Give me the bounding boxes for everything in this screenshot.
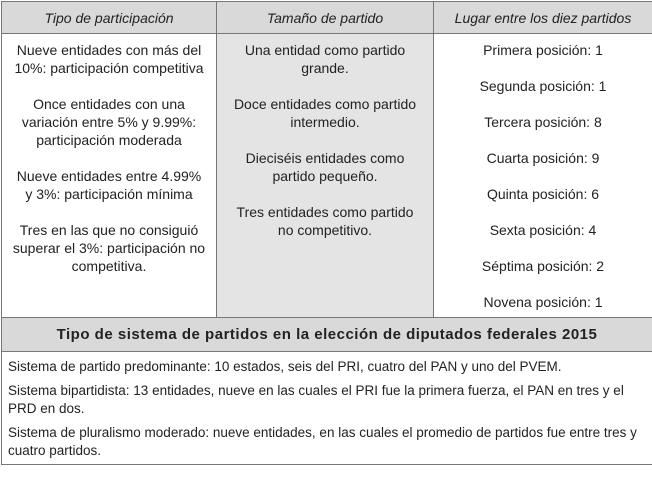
participation-item: Tres en las que no consiguió superar el 3%: participación no competitiva. <box>12 221 206 275</box>
position-item: Séptima posición: 2 <box>444 257 642 275</box>
system-title-row <box>2 318 652 352</box>
position-item: Novena posición: 1 <box>444 293 642 311</box>
system-body-row <box>2 352 652 465</box>
party-size-item: Doce entidades como partido intermedio. <box>227 95 423 131</box>
position-item: Sexta posición: 4 <box>444 221 642 239</box>
position-item: Segunda posición: 1 <box>444 77 642 95</box>
position-item: Quinta posición: 6 <box>444 185 642 203</box>
position-item: Cuarta posición: 9 <box>444 149 642 167</box>
header-participation-type: Tipo de participación <box>2 2 217 34</box>
position-cell <box>434 34 652 318</box>
system-body <box>2 352 652 465</box>
party-size-item: Dieciséis entidades como partido pequeño. <box>227 149 423 185</box>
position-item: Primera posición: 1 <box>444 41 642 59</box>
header-row <box>2 2 652 34</box>
system-line: Sistema bipartidista: 13 entidades, nueve en las cuales el PRI fue la primera fuerza, el PAN en tres y el PRD en dos. <box>8 382 646 418</box>
party-size-item: Una entidad como partido grande. <box>227 41 423 77</box>
system-title: Tipo de sistema de partidos en la elección de diputados federales 2015 <box>2 318 652 352</box>
header-party-size: Tamaño de partido <box>217 2 434 34</box>
participation-cell <box>2 34 217 318</box>
system-line: Sistema de pluralismo moderado: nueve entidades, en las cuales el promedio de partidos fue entre tres y cuatro partidos. <box>8 424 646 460</box>
position-item: Tercera posición: 8 <box>444 113 642 131</box>
results-table <box>1 1 652 465</box>
party-size-item: Tres entidades como partido no competitivo. <box>227 203 423 239</box>
data-row <box>2 34 652 318</box>
participation-item: Once entidades con una variación entre 5% y 9.99%: participación moderada <box>12 95 206 149</box>
party-size-cell <box>217 34 434 318</box>
header-position: Lugar entre los diez partidos <box>434 2 652 34</box>
system-line: Sistema de partido predominante: 10 estados, seis del PRI, cuatro del PAN y uno del PVEM. <box>8 358 646 376</box>
participation-item: Nueve entidades con más del 10%: participación competitiva <box>12 41 206 77</box>
participation-item: Nueve entidades entre 4.99% y 3%: participación mínima <box>12 167 206 203</box>
